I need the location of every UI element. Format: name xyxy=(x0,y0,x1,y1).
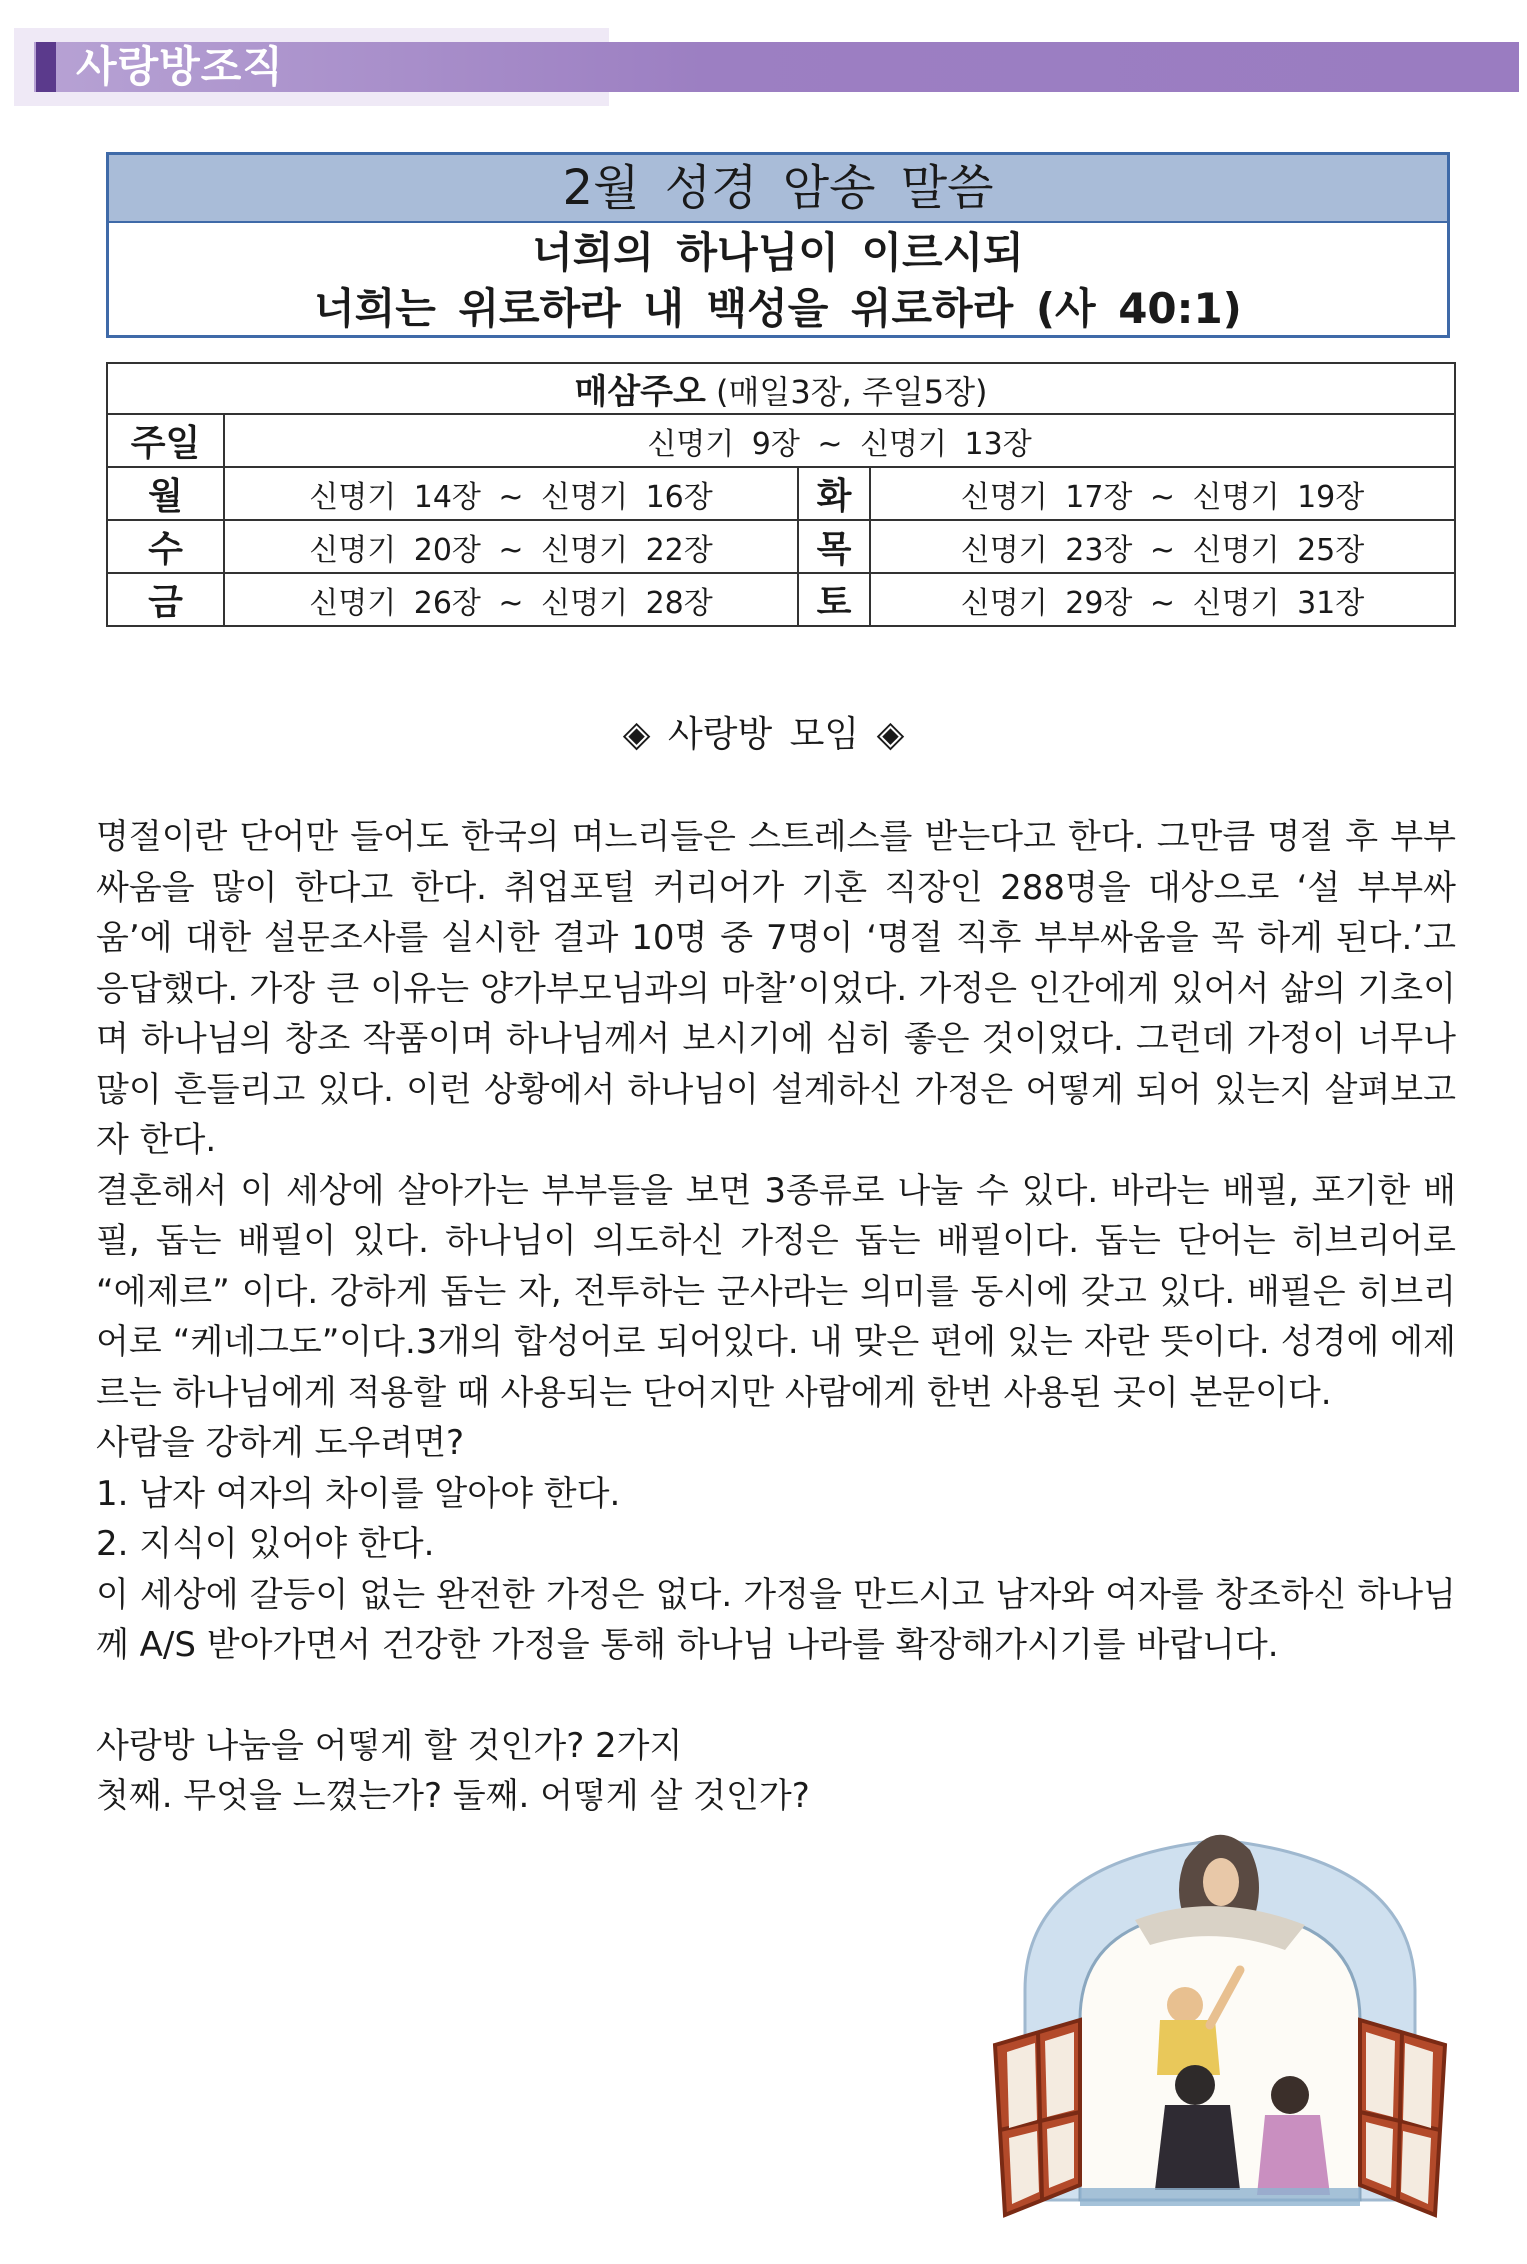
list-item-2: 2. 지식이 있어야 한다. xyxy=(96,1524,435,1564)
memory-verse-line-1: 너희의 하나님이 이르시되 xyxy=(532,228,1024,277)
schedule-saturday: 신명기 29장 ~ 신명기 31장 xyxy=(870,573,1455,626)
day-label-saturday: 토 xyxy=(798,573,870,626)
memory-verse-box xyxy=(106,152,1450,338)
paragraph-conclusion: 이 세상에 갈등이 없는 완전한 가정은 없다. 가정을 만드시고 남자와 여자를 창조하신 하나님께 A/S 받아가면서 건강한 가정을 통해 하나님 나라를 확장해가시기를 바랍니다. xyxy=(96,1574,1456,1665)
reading-row xyxy=(107,467,1455,520)
header-accent-bar xyxy=(36,42,56,92)
day-label-wednesday: 수 xyxy=(107,520,224,573)
schedule-sunday: 신명기 9장 ~ 신명기 13장 xyxy=(224,414,1455,467)
memory-verse-line-2: 너희는 위로하라 내 백성을 위로하라 (사 40:1) xyxy=(314,284,1242,333)
day-label-tuesday: 화 xyxy=(798,467,870,520)
paragraph-intro: 명절이란 단어만 들어도 한국의 며느리들은 스트레스를 받는다고 한다. 그만큼 명절 후 부부싸움을 많이 한다고 한다. 취업포털 커리어가 기혼 직장인 288명을 대상으로 ‘설 부부싸움’에 대한 설문조사를 실시한 결과 10명 중 7명이 ‘명절 직후 부부싸움을 꼭 하게 된다.’고 응답했다. 가장 큰 이유는 양가부모님과의 마찰’이었다. 가정은 인간에게 있어서 삶의 기초이며 하나님의 창조 작품이며 하나님께서 보시기에 심히 좋은 것이었다. 그런데 가정이 너무나 많이 흔들리고 있다. 이런 상황에서 하나님이 설계하신 가정은 어떻게 되어 있는지 살펴보고자 한다. xyxy=(96,817,1456,1160)
sharing-points: 첫째. 무엇을 느꼈는가? 둘째. 어떻게 살 것인가? xyxy=(96,1776,810,1816)
family-window-illustration xyxy=(985,1820,1455,2240)
day-label-monday: 월 xyxy=(107,467,224,520)
reading-row xyxy=(107,520,1455,573)
day-label-thursday: 목 xyxy=(798,520,870,573)
schedule-wednesday: 신명기 20장 ~ 신명기 22장 xyxy=(224,520,798,573)
reading-title-rest: (매일3장, 주일5장) xyxy=(705,373,988,411)
reading-row-sunday xyxy=(107,414,1455,467)
list-item-1: 1. 남자 여자의 차이를 알아야 한다. xyxy=(96,1473,621,1514)
day-label-sunday: 주일 xyxy=(107,414,224,467)
paragraph-marriage: 결혼해서 이 세상에 살아가는 부부들을 보면 3종류로 나눌 수 있다. 바라는 배필, 포기한 배필, 돕는 배필이 있다. 하나님이 의도하신 가정은 돕는 배필이다. 돕는 단어는 히브리어로 “에제르” 이다. 강하게 돕는 자, 전투하는 군사라는 의미를 동시에 갖고 있다. 배필은 히브리어로 “케네그도”이다.3개의 합성어로 되어있다. 내 맞은 편에 있는 자란 뜻이다. 성경에 에제르는 하나님에게 적용할 때 사용되는 단어지만 사람에게 한번 사용된 곳이 본문이다. xyxy=(96,1170,1456,1413)
header-band xyxy=(14,28,1511,106)
day-label-friday: 금 xyxy=(107,573,224,626)
memory-verse-heading: 2월 성경 암송 말씀 xyxy=(109,155,1447,223)
reading-schedule-table xyxy=(106,362,1456,627)
reading-title-row xyxy=(107,363,1455,414)
article-body xyxy=(96,812,1456,1822)
reading-row xyxy=(107,573,1455,626)
page-title: 사랑방조직 xyxy=(76,42,284,91)
schedule-thursday: 신명기 23장 ~ 신명기 25장 xyxy=(870,520,1455,573)
paragraph-question: 사람을 강하게 도우려면? xyxy=(96,1423,465,1463)
section-title: ◈ 사랑방 모임 ◈ xyxy=(622,714,905,755)
schedule-friday: 신명기 26장 ~ 신명기 28장 xyxy=(224,573,798,626)
schedule-tuesday: 신명기 17장 ~ 신명기 19장 xyxy=(870,467,1455,520)
schedule-monday: 신명기 14장 ~ 신명기 16장 xyxy=(224,467,798,520)
sharing-question: 사랑방 나눔을 어떻게 할 것인가? 2가지 xyxy=(96,1725,683,1766)
reading-title-cell xyxy=(107,363,1455,414)
reading-title-bold: 매삼주오 xyxy=(574,372,706,412)
